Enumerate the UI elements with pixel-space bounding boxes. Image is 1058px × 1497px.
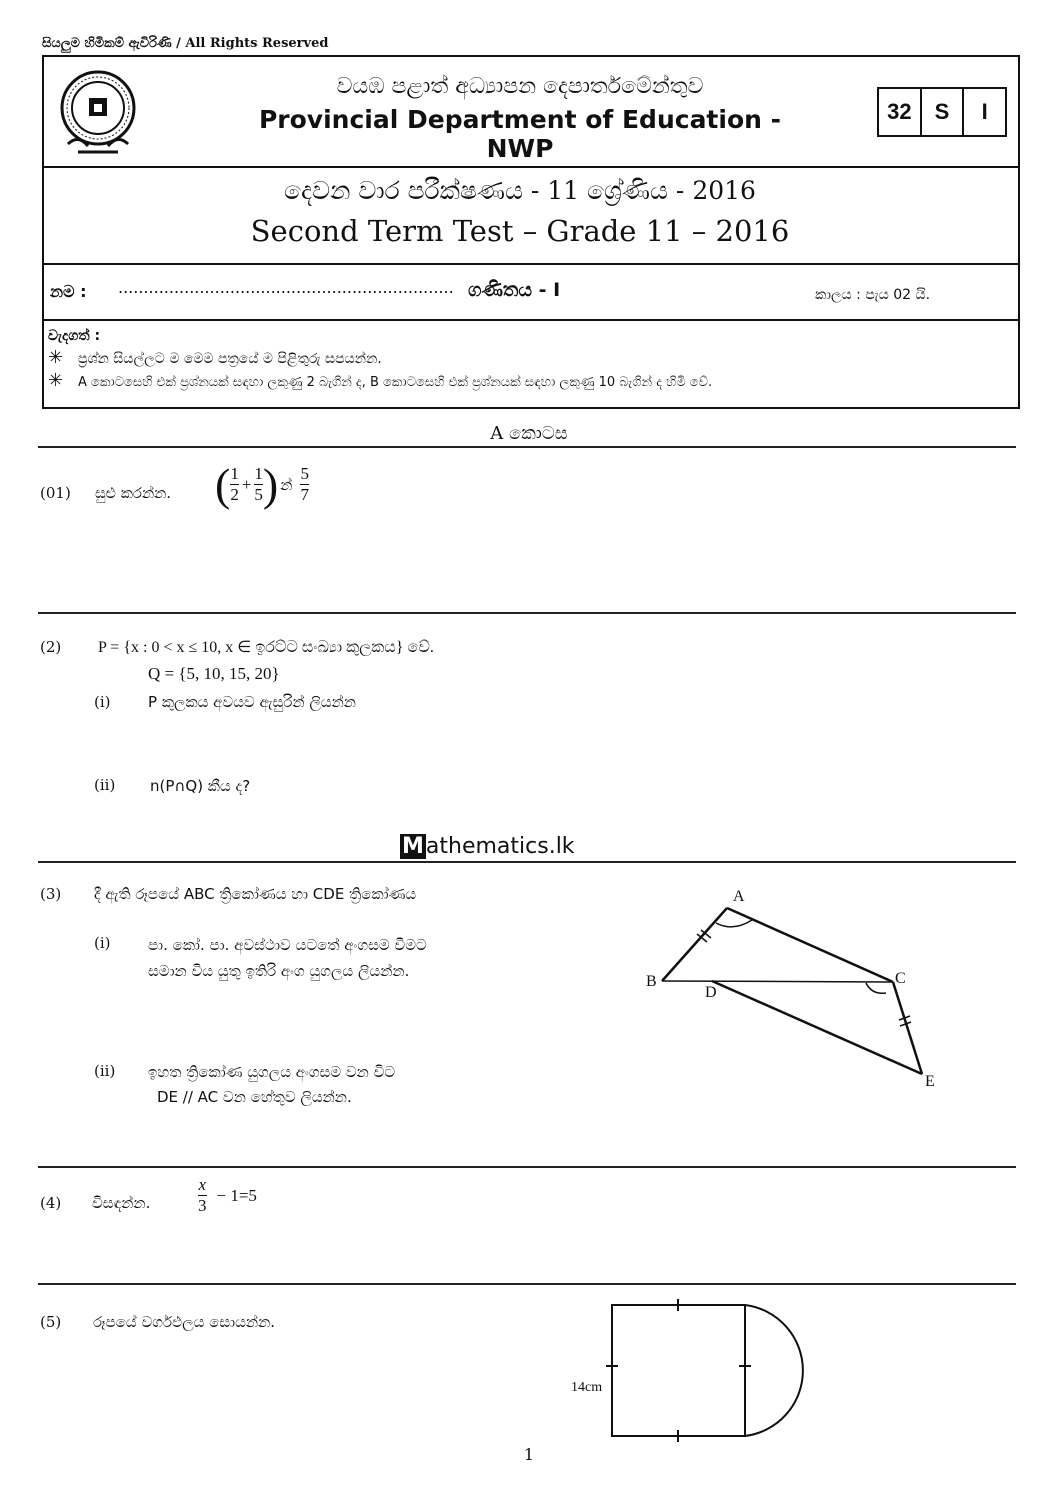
asterisk-icon: ✳ [48, 347, 64, 368]
instructions-title: වැදගත් : [48, 328, 101, 344]
segment-ac [727, 908, 893, 982]
fraction-denominator: 3 [198, 1196, 207, 1215]
name-label: නම : [50, 282, 87, 301]
instruction-item: A කොටසෙහි එක් ප්‍රශ්නයක් සඳහා ලකුණු 2 බැගින් ද, B කොටසෙහි එක් ප්‍රශ්නයක් සඳහා ලකුණු 10 බැගින් ද හිමි වේ. [78, 375, 713, 390]
subquestion-text-line: ඉහත ත්‍රිකෝණ යුගලය අංගසම වන විට [148, 1063, 396, 1081]
department-seal-icon [58, 64, 138, 162]
subquestion-text: P කුලකය අවයව ඇසුරින් ලියන්න [148, 693, 356, 711]
segment-ab [662, 908, 727, 981]
segment-ce [893, 982, 922, 1074]
department-name-english: Provincial Department of Education - NWP [258, 105, 782, 163]
watermark-text: athematics.lk [425, 834, 575, 859]
vertex-label-b: B [646, 973, 657, 990]
set-q-definition: Q = {5, 10, 15, 20} [148, 664, 280, 683]
question-text: විසඳන්න. [92, 1194, 151, 1212]
angle-c-mark [866, 983, 886, 993]
section-a-title: A කොටස [490, 423, 568, 444]
subquestion-number: (i) [94, 693, 111, 711]
set-p-definition: P = {x : 0 < x ≤ 10, x ∈ ඉරට්ට සංඛ්‍යා කුලකය} වේ. [98, 639, 434, 656]
composite-shape-figure [560, 1295, 825, 1445]
question-number: (01) [40, 484, 71, 502]
rights-reserved: සියලුම හිමිකම් ඇවිරිණි / All Rights Reserved [42, 36, 329, 51]
vertex-label-d: D [705, 984, 717, 1001]
question-number: (3) [40, 885, 62, 903]
subquestion-number: (i) [94, 934, 111, 952]
plus-sign: + [241, 474, 252, 494]
asterisk-icon: ✳ [48, 370, 64, 391]
q4-equation [198, 1175, 257, 1216]
question-number: (4) [40, 1194, 62, 1212]
test-title-sinhala: දෙවන වාර පරීක්ෂණය - 11 ශ්‍රේණිය - 2016 [284, 176, 756, 205]
question-number: (2) [40, 638, 62, 656]
equation-rest: − 1=5 [216, 1185, 257, 1205]
divider [38, 861, 1016, 863]
fraction-numerator: 5 [300, 464, 309, 483]
subquestion-text: n(P∩Q) කීය ද? [150, 777, 251, 795]
paper-code-medium: S [920, 89, 963, 135]
fraction-numerator: 1 [254, 464, 263, 483]
fraction-numerator: x [198, 1175, 207, 1194]
divider [38, 612, 1016, 614]
divider [38, 1166, 1016, 1168]
question-text: රූපයේ වර්ගඵලය සොයන්න. [93, 1313, 276, 1331]
vertex-label-e: E [925, 1073, 935, 1090]
of-word: න් [280, 475, 293, 494]
subquestion-number: (ii) [94, 776, 116, 794]
divider [38, 1283, 1016, 1285]
fraction-numerator: 1 [230, 464, 239, 483]
paper-code-box [877, 87, 1007, 137]
question-text: සුළු කරන්න. [95, 484, 172, 502]
subquestion-number: (ii) [94, 1062, 116, 1080]
semicircle-outline [745, 1305, 803, 1436]
subquestion-text-line: සමාන විය යුතු ඉතිරි අංග යුගලය ලියන්න. [148, 962, 410, 980]
name-field[interactable]: .................................................................. [118, 278, 454, 297]
paper-code-part: I [962, 89, 1005, 135]
vertex-label-c: C [895, 970, 906, 987]
divider [38, 446, 1016, 448]
segment-de [712, 981, 922, 1074]
fraction-denominator: 2 [230, 485, 239, 504]
question-text: දී ඇති රූපයේ ABC ත්‍රිකෝණය හා CDE ත්‍රිකෝණය [94, 885, 417, 903]
department-name-sinhala: වයඹ පළාත් අධ්‍යාපන දෙපාර්තමේන්තුව [336, 74, 704, 99]
fraction-denominator: 5 [254, 485, 263, 504]
paper-code-number: 32 [887, 99, 912, 124]
segment-bc [662, 981, 893, 982]
fraction-denominator: 7 [300, 485, 309, 504]
test-title-english: Second Term Test – Grade 11 – 2016 [250, 214, 790, 248]
angle-a-mark [716, 920, 752, 927]
subquestion-text-line: DE // AC වන හේතුව ලියන්න. [157, 1088, 352, 1106]
page-number: 1 [523, 1445, 535, 1464]
triangle-figure [640, 880, 950, 1095]
instruction-item: ප්‍රශ්න සියල්ලට ම මෙම පත්‍රයේ ම පිළිතුරු සපයන්න. [78, 351, 382, 367]
time-allowed: කාලය : පැය 02 යි. [815, 287, 931, 303]
watermark [400, 834, 575, 859]
subquestion-text-line: පා. කෝ. පා. අවස්ථාව යටතේ අංගසම වීමට [148, 936, 427, 954]
square-outline [612, 1305, 745, 1436]
q1-expression: ( $\frac{1}{2}$ + $\frac{1}{5}$ ) න් $\frac{5}{7}$ [215, 459, 309, 510]
instructions [48, 325, 712, 394]
dimension-label: 14cm [571, 1380, 603, 1395]
watermark-m: M [402, 834, 424, 859]
subject-title: ගණිතය - I [468, 279, 561, 301]
question-number: (5) [40, 1313, 62, 1331]
vertex-label-a: A [733, 888, 745, 905]
